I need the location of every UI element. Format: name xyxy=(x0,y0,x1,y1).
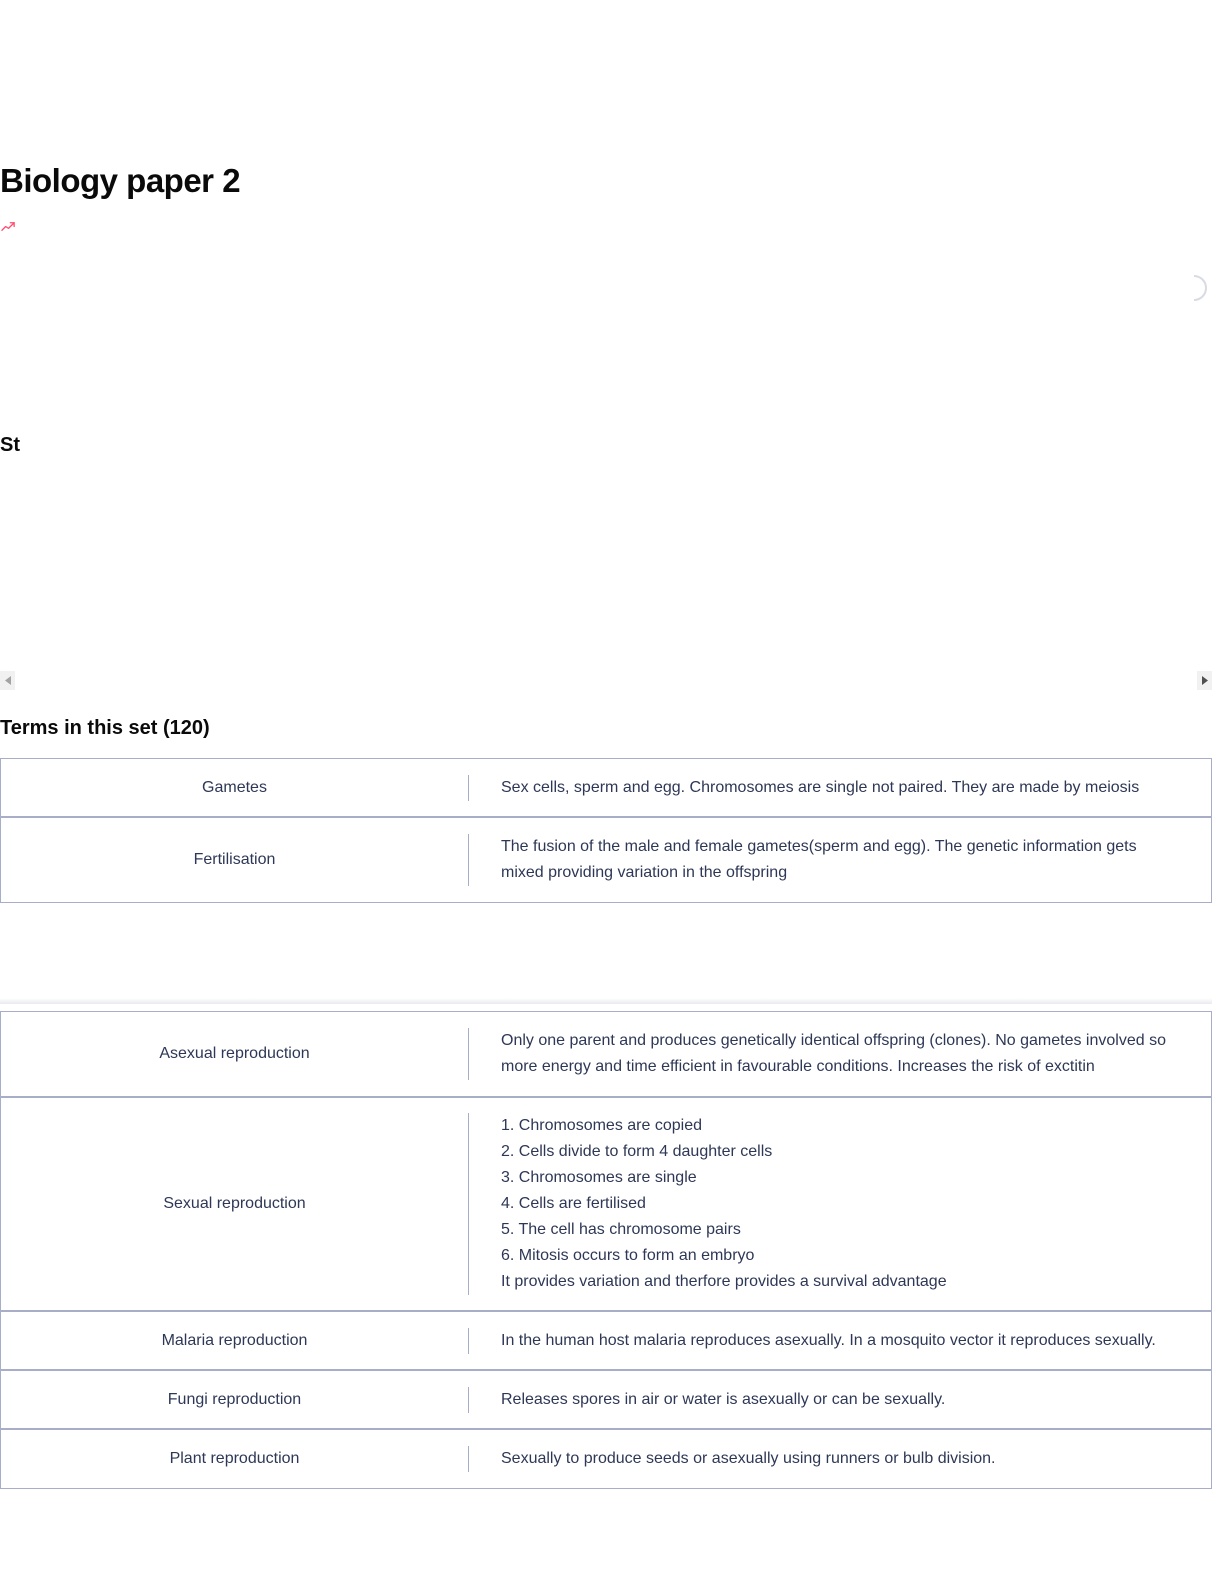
term-word: Gametes xyxy=(1,775,469,801)
term-word: Sexual reproduction xyxy=(1,1113,469,1295)
term-definition: Sex cells, sperm and egg. Chromosomes are single not paired. They are made by meiosis xyxy=(501,778,1140,796)
term-word: Fertilisation xyxy=(1,834,469,886)
ad-divider xyxy=(0,998,1212,1004)
scroll-left-button[interactable] xyxy=(0,671,15,690)
term-row[interactable] xyxy=(1,1430,1211,1488)
term-list xyxy=(0,758,1212,903)
term-row[interactable] xyxy=(1,1012,1211,1098)
term-row[interactable] xyxy=(1,818,1211,902)
term-row[interactable] xyxy=(1,1312,1211,1371)
trending-up-icon xyxy=(1,219,16,234)
study-section-heading: St xyxy=(0,434,20,456)
term-definition: Sexually to produce seeds or asexually using runners or bulb division. xyxy=(501,1450,996,1467)
terms-heading: Terms in this set (120) xyxy=(0,717,210,739)
scroll-right-button[interactable] xyxy=(1197,671,1212,690)
term-definition: Releases spores in air or water is asexually or can be sexually. xyxy=(501,1390,946,1408)
term-definition: 1. Chromosomes are copied 2. Cells divide to form 4 daughter cells 3. Chromosomes are single 4. Cells are fertilised 5. The cell has chromosome pairs 6. Mitosis occurs to form an embryo It provides variation and therfore provides a survival advantage xyxy=(501,1117,947,1290)
loading-spinner-icon xyxy=(1184,274,1204,302)
term-definition: The fusion of the male and female gametes(sperm and egg). The genetic information gets mixed providing variation in the offspring xyxy=(501,838,1137,881)
arrow-left-icon xyxy=(5,676,11,685)
term-row[interactable] xyxy=(1,1098,1211,1312)
term-word: Asexual reproduction xyxy=(1,1028,469,1080)
term-row[interactable] xyxy=(1,1371,1211,1430)
term-definition: In the human host malaria reproduces asexually. In a mosquito vector it reproduces sexually. xyxy=(501,1331,1156,1349)
page-title: Biology paper 2 xyxy=(0,162,241,199)
term-row[interactable] xyxy=(1,759,1211,818)
term-word: Fungi reproduction xyxy=(1,1387,469,1413)
arrow-right-icon xyxy=(1202,676,1208,685)
term-word: Plant reproduction xyxy=(1,1446,469,1472)
term-word: Malaria reproduction xyxy=(1,1328,469,1354)
term-list xyxy=(0,1011,1212,1489)
term-definition: Only one parent and produces genetically identical offspring (clones). No gametes involved so more energy and time efficient in favourable conditions. Increases the risk of exctitin xyxy=(501,1032,1166,1075)
